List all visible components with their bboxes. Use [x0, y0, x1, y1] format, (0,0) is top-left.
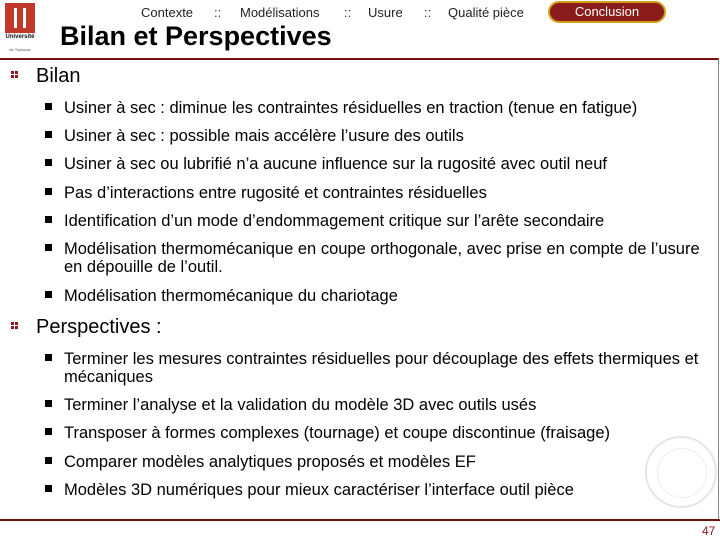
square-bullet-icon: [45, 103, 52, 110]
list-item: Identification d’un mode d’endommagement critique sur l’arête secondaire: [45, 212, 705, 230]
nav-item-conclusion-active[interactable]: Conclusion: [548, 1, 666, 23]
square-bullet-icon: [45, 244, 52, 251]
list-item: Usiner à sec ou lubrifié n’a aucune influence sur la rugosité avec outil neuf: [45, 155, 705, 173]
square-bullet-icon: [45, 159, 52, 166]
nav-separator: ::: [344, 5, 352, 20]
section-bullet-icon: [11, 322, 20, 331]
square-bullet-icon: [45, 428, 52, 435]
nav-item-modelisations[interactable]: Modélisations: [240, 5, 320, 20]
square-bullet-icon: [45, 400, 52, 407]
page-number: 47: [702, 524, 716, 538]
list-item: Usiner à sec : diminue les contraintes résiduelles en traction (tenue en fatigue): [45, 99, 705, 117]
list-item: Pas d’interactions entre rugosité et contraintes résiduelles: [45, 184, 705, 202]
list-item: Modèles 3D numériques pour mieux caractériser l’interface outil pièce: [45, 481, 705, 499]
square-bullet-icon: [45, 131, 52, 138]
list-item: Comparer modèles analytiques proposés et modèles EF: [45, 453, 705, 471]
nav-separator: ::: [214, 5, 222, 20]
square-bullet-icon: [45, 216, 52, 223]
list-item: Transposer à formes complexes (tournage) et coupe discontinue (fraisage): [45, 424, 705, 442]
section-bullet-icon: [11, 71, 20, 80]
logo-text: Université: [5, 34, 35, 40]
navigation-bar: [0, 4, 720, 22]
list-item: Terminer les mesures contraintes résiduelles pour découplage des effets thermiques et mécaniques: [45, 350, 705, 386]
nav-item-contexte[interactable]: Contexte: [141, 5, 194, 20]
square-bullet-icon: [45, 457, 52, 464]
square-bullet-icon: [45, 188, 52, 195]
slide-title: Bilan et Perspectives: [60, 21, 332, 51]
nav-item-qualite-piece[interactable]: Qualité pièce: [448, 5, 524, 20]
section-heading-perspectives: Perspectives :: [36, 316, 162, 338]
square-bullet-icon: [45, 291, 52, 298]
nav-separator: ::: [424, 5, 432, 20]
nav-item-usure[interactable]: Usure: [368, 5, 403, 20]
square-bullet-icon: [45, 354, 52, 361]
list-item: Usiner à sec : possible mais accélère l’usure des outils: [45, 127, 705, 145]
list-item: Terminer l’analyse et la validation du modèle 3D avec outils usés: [45, 396, 705, 414]
section-heading-bilan: Bilan: [36, 65, 81, 87]
footer-line: [0, 519, 720, 521]
logo-subtext: de Toulouse: [9, 47, 31, 52]
square-bullet-icon: [45, 485, 52, 492]
list-item: Modélisation thermomécanique en coupe orthogonale, avec prise en compte de l’usure en dépouille de l’outil.: [45, 240, 705, 276]
list-item: Modélisation thermomécanique du chariotage: [45, 287, 705, 305]
